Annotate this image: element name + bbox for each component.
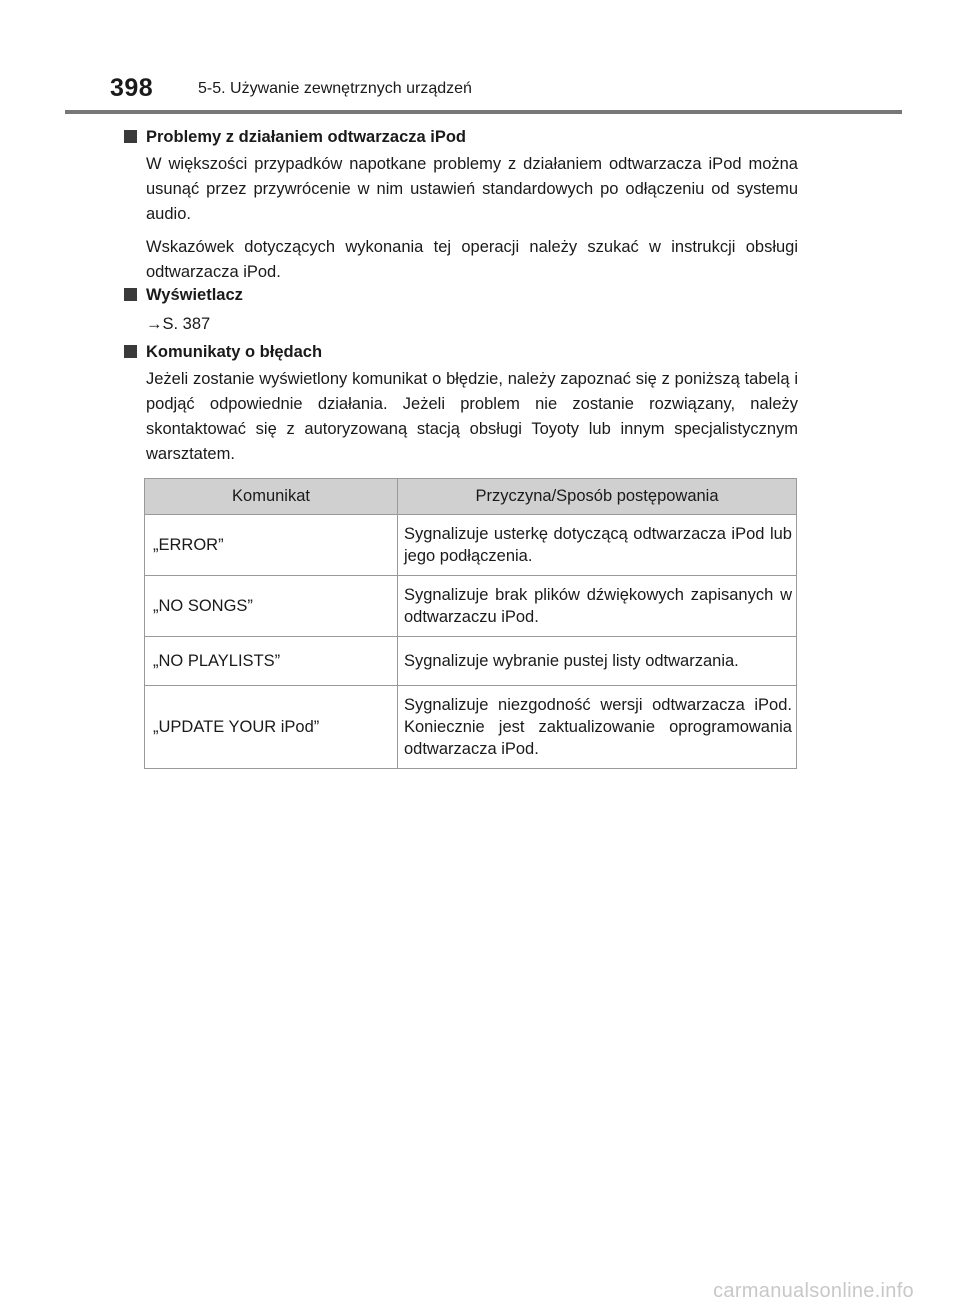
table-header-cell: Komunikat	[145, 479, 398, 515]
arrow-right-icon: →	[146, 315, 163, 333]
page-reference[interactable]	[146, 313, 798, 335]
watermark: carmanualsonline.info	[713, 1280, 914, 1302]
section-error-messages	[124, 341, 798, 467]
chapter-title: 5-5. Używanie zewnętrznych urządzeń	[198, 80, 472, 97]
section-display	[124, 284, 798, 335]
square-bullet-icon	[124, 130, 137, 143]
section-title	[124, 341, 798, 363]
cause-cell: Sygnalizuje usterkę dotyczącą odtwarzacza iPod lub jego podłączenia.	[398, 515, 797, 576]
square-bullet-icon	[124, 288, 137, 301]
message-cell: „NO SONGS”	[145, 576, 398, 637]
table-header-row	[145, 479, 797, 515]
page-number: 398	[110, 74, 154, 102]
paragraph: W większości przypadków napotkane problemy z działaniem odtwarzacza iPod można usunąć przez przywrócenie w nim ustawień standardowych po odłączeniu od systemu audio.	[146, 155, 798, 223]
section-title-text: Problemy z działaniem odtwarzacza iPod	[146, 128, 467, 146]
message-cell: „NO PLAYLISTS”	[145, 637, 398, 686]
section-title-text: Wyświetlacz	[146, 286, 243, 304]
table-row	[145, 686, 797, 769]
table-row	[145, 637, 797, 686]
table-row	[145, 576, 797, 637]
section-title-text: Komunikaty o błędach	[146, 343, 323, 361]
section-ipod-problems	[124, 126, 798, 285]
cause-cell: Sygnalizuje wybranie pustej listy odtwarzania.	[398, 637, 797, 686]
message-cell: „ERROR”	[145, 515, 398, 576]
cause-cell: Sygnalizuje niezgodność wersji odtwarzacza iPod. Koniecznie jest zaktualizowanie oprogramowania odtwarzacza iPod.	[398, 686, 797, 769]
cause-cell: Sygnalizuje brak plików dźwiękowych zapisanych w odtwarzaczu iPod.	[398, 576, 797, 637]
table-row	[145, 515, 797, 576]
paragraph: Jeżeli zostanie wyświetlony komunikat o błędzie, należy zapoznać się z poniższą tabelą i podjąć odpowiednie działania. Jeżeli problem nie zostanie rozwiązany, należy skontaktować się z autoryzowaną stacją obsługi Toyoty lub innym specjalistycznym warsztatem.	[146, 370, 798, 463]
section-title	[124, 126, 798, 148]
paragraph: Wskazówek dotyczących wykonania tej operacji należy szukać w instrukcji obsługi odtwarzacza iPod.	[146, 238, 798, 281]
error-messages-table	[144, 478, 797, 769]
table-header-cell: Przyczyna/Sposób postępowania	[398, 479, 797, 515]
square-bullet-icon	[124, 345, 137, 358]
page-reference-text: S. 387	[162, 315, 211, 333]
section-title	[124, 284, 798, 306]
message-cell: „UPDATE YOUR iPod”	[145, 686, 398, 769]
header-divider	[65, 110, 902, 114]
